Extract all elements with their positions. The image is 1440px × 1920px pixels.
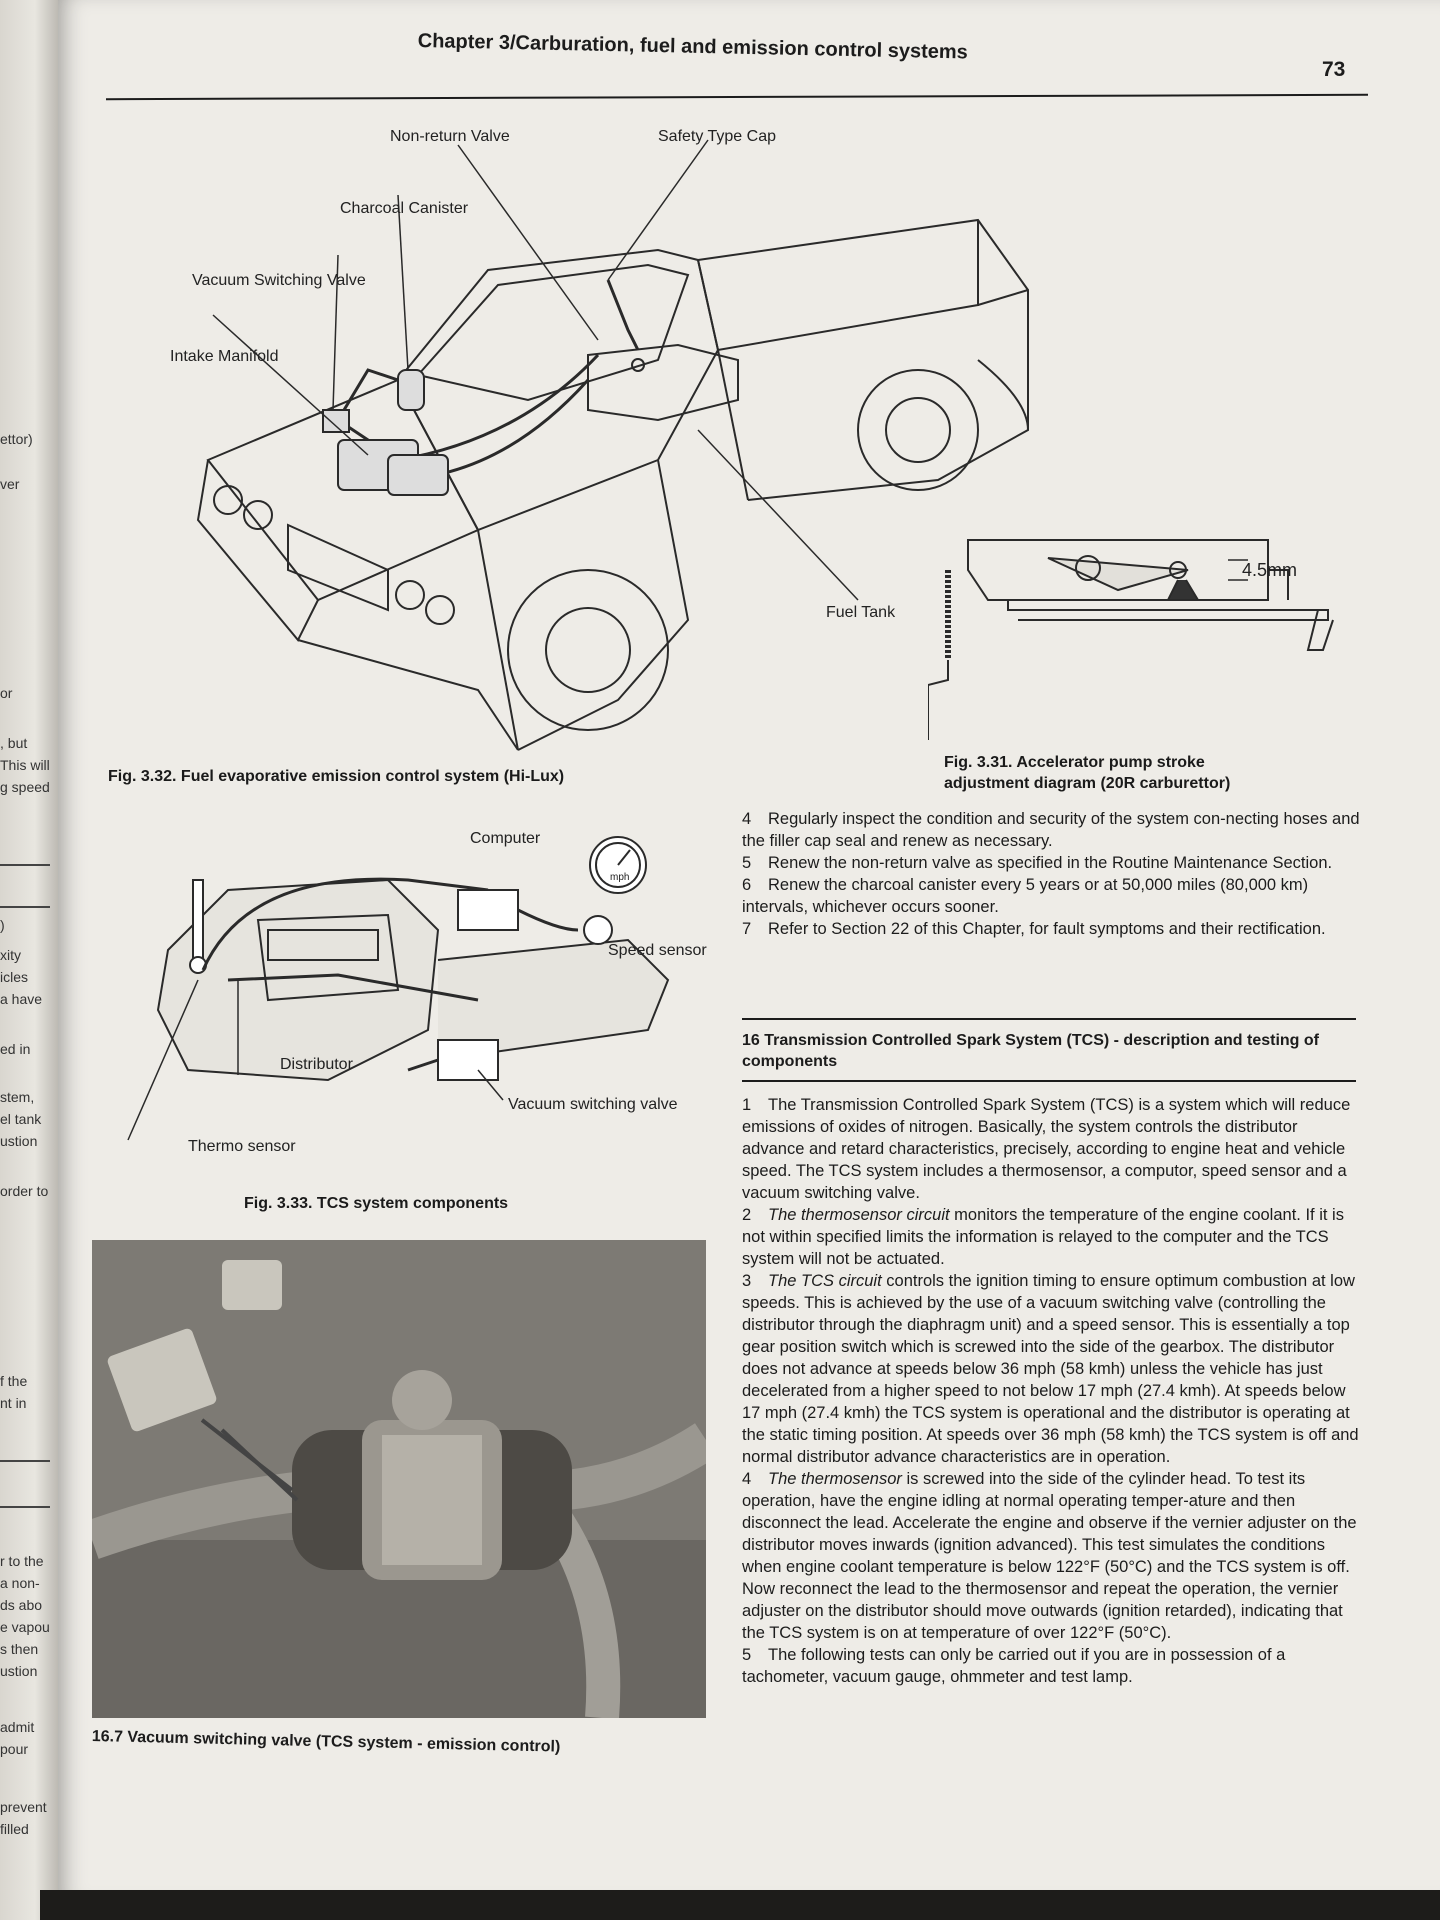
left-page-rule	[0, 1460, 50, 1462]
paragraph-lead: The thermosensor	[768, 1470, 902, 1488]
left-page-rule	[0, 906, 50, 908]
label-fuel-tank: Fuel Tank	[826, 604, 896, 621]
emission-maintenance-text	[742, 808, 1362, 940]
paragraph-lead: The thermosensor circuit	[768, 1206, 950, 1224]
label-thermo-sensor: Thermo sensor	[188, 1138, 296, 1155]
left-page-fragment: ed in	[0, 1041, 31, 1057]
paragraph-number: 2	[742, 1206, 752, 1224]
left-page-fragment: f the	[0, 1373, 28, 1389]
paragraph-text: The following tests can only be carried out if you are in possession of a tachometer, vacuum gauge, ohmmeter and test lamp.	[742, 1646, 1286, 1686]
left-page-fragment: prevent	[0, 1799, 47, 1815]
left-page-fragment: nt in	[0, 1395, 27, 1411]
fig-331-caption	[944, 752, 1324, 794]
dimension-4-5mm: 4.5mm	[1242, 560, 1298, 580]
photo-content	[92, 1240, 706, 1718]
fig-331-caption-line2: adjustment diagram (20R carburettor)	[944, 775, 1231, 792]
paragraph-text: Regularly inspect the condition and security of the system con-necting hoses and the filler cap seal and renew as necessary.	[742, 810, 1360, 850]
left-page-fragment: ver	[0, 476, 20, 492]
label-computer: Computer	[470, 830, 541, 847]
left-page-fragment: s then	[0, 1641, 39, 1657]
paragraph	[742, 1644, 1362, 1688]
section-16-body	[742, 1094, 1362, 1688]
paragraph	[742, 874, 1362, 918]
section-rule-top	[742, 1018, 1356, 1020]
left-page-fragment: icles	[0, 969, 29, 985]
section-16-heading: 16 Transmission Controlled Spark System (TCS) - description and testing of components	[742, 1032, 1319, 1070]
left-page-fragment: e vapou	[0, 1619, 50, 1635]
paragraph-number: 6	[742, 876, 752, 894]
label-intake-manifold: Intake Manifold	[170, 348, 279, 365]
fig-331-diagram	[928, 510, 1368, 740]
left-page-fragment: ustion	[0, 1133, 38, 1149]
paragraph-text: is screwed into the side of the cylinder head. To test its operation, have the engine idling at normal operating temper-ature and then disconnect the lead. Accelerate the engine and observe if the vernier adjuster on the distributor moves inwards (ignition advanced). This test simulates the conditions when engine coolant temperature is below 122°F (50°C) and the TCS system is off. Now reconnect the lead to the thermosensor and repeat the operation, the vernier adjuster on the distributor should move outwards (ignition retarded), indicating that the TCS system is on at temperature of over 122°F (50°C).	[742, 1470, 1357, 1642]
paragraph	[742, 1204, 1362, 1270]
fig-332-diagram	[98, 100, 1038, 760]
label-vacuum-switching-valve-tcs: Vacuum switching valve	[508, 1096, 678, 1113]
label-safety-type-cap: Safety Type Cap	[658, 128, 776, 145]
left-page-fragment: stem,	[0, 1089, 35, 1105]
paragraph-number: 1	[742, 1096, 752, 1114]
paragraph-number: 5	[742, 1646, 752, 1664]
left-page-fragment: el tank	[0, 1111, 42, 1127]
left-page-fragment: g speed	[0, 779, 50, 795]
paragraph	[742, 1094, 1362, 1204]
photo-167-caption: 16.7 Vacuum switching valve (TCS system - emission control)	[91, 1728, 561, 1756]
chapter-title: Chapter 3/Carburation, fuel and emission control systems	[417, 30, 969, 64]
left-page-fragment: )	[0, 917, 5, 933]
label-non-return-valve: Non-return Valve	[390, 128, 510, 145]
page-bottom-shadow	[40, 1890, 1440, 1920]
left-page-fragment: or	[0, 685, 13, 701]
left-page-fragment: a non-	[0, 1575, 40, 1591]
paragraph-number: 7	[742, 920, 752, 938]
paragraph-text: Renew the charcoal canister every 5 years or at 50,000 miles (80,000 km) intervals, whichever occurs sooner.	[742, 876, 1309, 916]
left-page-fragment: order to	[0, 1183, 49, 1199]
left-page-fragment: ettor)	[0, 431, 33, 447]
paragraph	[742, 808, 1362, 852]
paragraph-text: controls the ignition timing to ensure optimum combustion at low speeds. This is achieved by the use of a vacuum switching valve (controlling the distributor through the diaphragm unit) and a speed sensor. This is essentially a top gear position switch which is screwed into the side of the gearbox. The distributor does not advance at speeds below 36 mph (58 kmh) unless the vehicle has just decelerated from a higher speed to not below 17 mph (27.4 kmh). At speeds below 17 mph (27.4 kmh) the TCS system is operational and the distributor is operating at the static timing position. At speeds over 36 mph (58 kmh) the TCS system is off and normal distributor advance characteristics are in operation.	[742, 1272, 1359, 1466]
left-page-fragment: filled	[0, 1821, 29, 1837]
page-number: 73	[1322, 58, 1346, 81]
left-page-fragment: ds abo	[0, 1597, 43, 1613]
fig-332-caption: Fig. 3.32. Fuel evaporative emission control system (Hi-Lux)	[108, 768, 565, 785]
left-page-rule	[0, 1506, 50, 1508]
accelerator-pump-illustration	[928, 510, 1368, 740]
previous-page-edge	[0, 0, 58, 1920]
fig-333-diagram	[108, 830, 708, 1155]
left-page-fragment: ustion	[0, 1663, 38, 1679]
label-speed-sensor: Speed sensor	[608, 942, 707, 959]
paragraph-text: monitors the temperature of the engine coolant. If it is not within specified limits the information is relayed to the computer and the TCS system will not be actuated.	[742, 1206, 1344, 1268]
label-distributor: Distributor	[280, 1056, 353, 1073]
paragraph-number: 4	[742, 1470, 752, 1488]
paragraph-text: Refer to Section 22 of this Chapter, for fault symptoms and their rectification.	[768, 920, 1326, 938]
label-charcoal-canister: Charcoal Canister	[340, 200, 469, 217]
vacuum-switching-valve-photo	[92, 1240, 706, 1718]
fig-331-caption-line1: Fig. 3.31. Accelerator pump stroke	[944, 754, 1205, 771]
left-page-fragment: admit	[0, 1719, 35, 1735]
label-mph: mph	[610, 872, 630, 883]
paragraph	[742, 1468, 1362, 1644]
paragraph-lead: The TCS circuit	[768, 1272, 882, 1290]
paragraph	[742, 852, 1362, 874]
paragraph	[742, 1270, 1362, 1468]
left-page-fragment: This will	[0, 757, 50, 773]
label-vacuum-switching-valve: Vacuum Switching Valve	[192, 272, 366, 289]
paragraph-number: 3	[742, 1272, 752, 1290]
left-page-fragment: , but	[0, 735, 28, 751]
fig-333-caption: Fig. 3.33. TCS system components	[244, 1195, 509, 1212]
left-page-fragment: a have	[0, 991, 43, 1007]
left-page-rule	[0, 864, 50, 866]
paragraph-text: Renew the non-return valve as specified in the Routine Maintenance Section.	[768, 854, 1333, 872]
paragraph-number: 4	[742, 810, 752, 828]
paragraph-number: 5	[742, 854, 752, 872]
manual-page	[58, 0, 1440, 1900]
pickup-truck-illustration	[98, 100, 1038, 760]
paragraph-text: The Transmission Controlled Spark System (TCS) is a system which will reduce emissions of oxides of nitrogen. Basically, the system controls the distributor advance and retard characteristics, precisely, according to engine heat and vehicle speed. The TCS system includes a thermosensor, a computor, speed sensor and a vacuum switching valve.	[742, 1096, 1351, 1202]
left-page-fragment: r to the	[0, 1553, 44, 1569]
paragraph	[742, 918, 1362, 940]
left-page-fragment: pour	[0, 1741, 29, 1757]
left-page-fragment: xity	[0, 947, 21, 963]
section-rule-bottom	[742, 1080, 1356, 1082]
